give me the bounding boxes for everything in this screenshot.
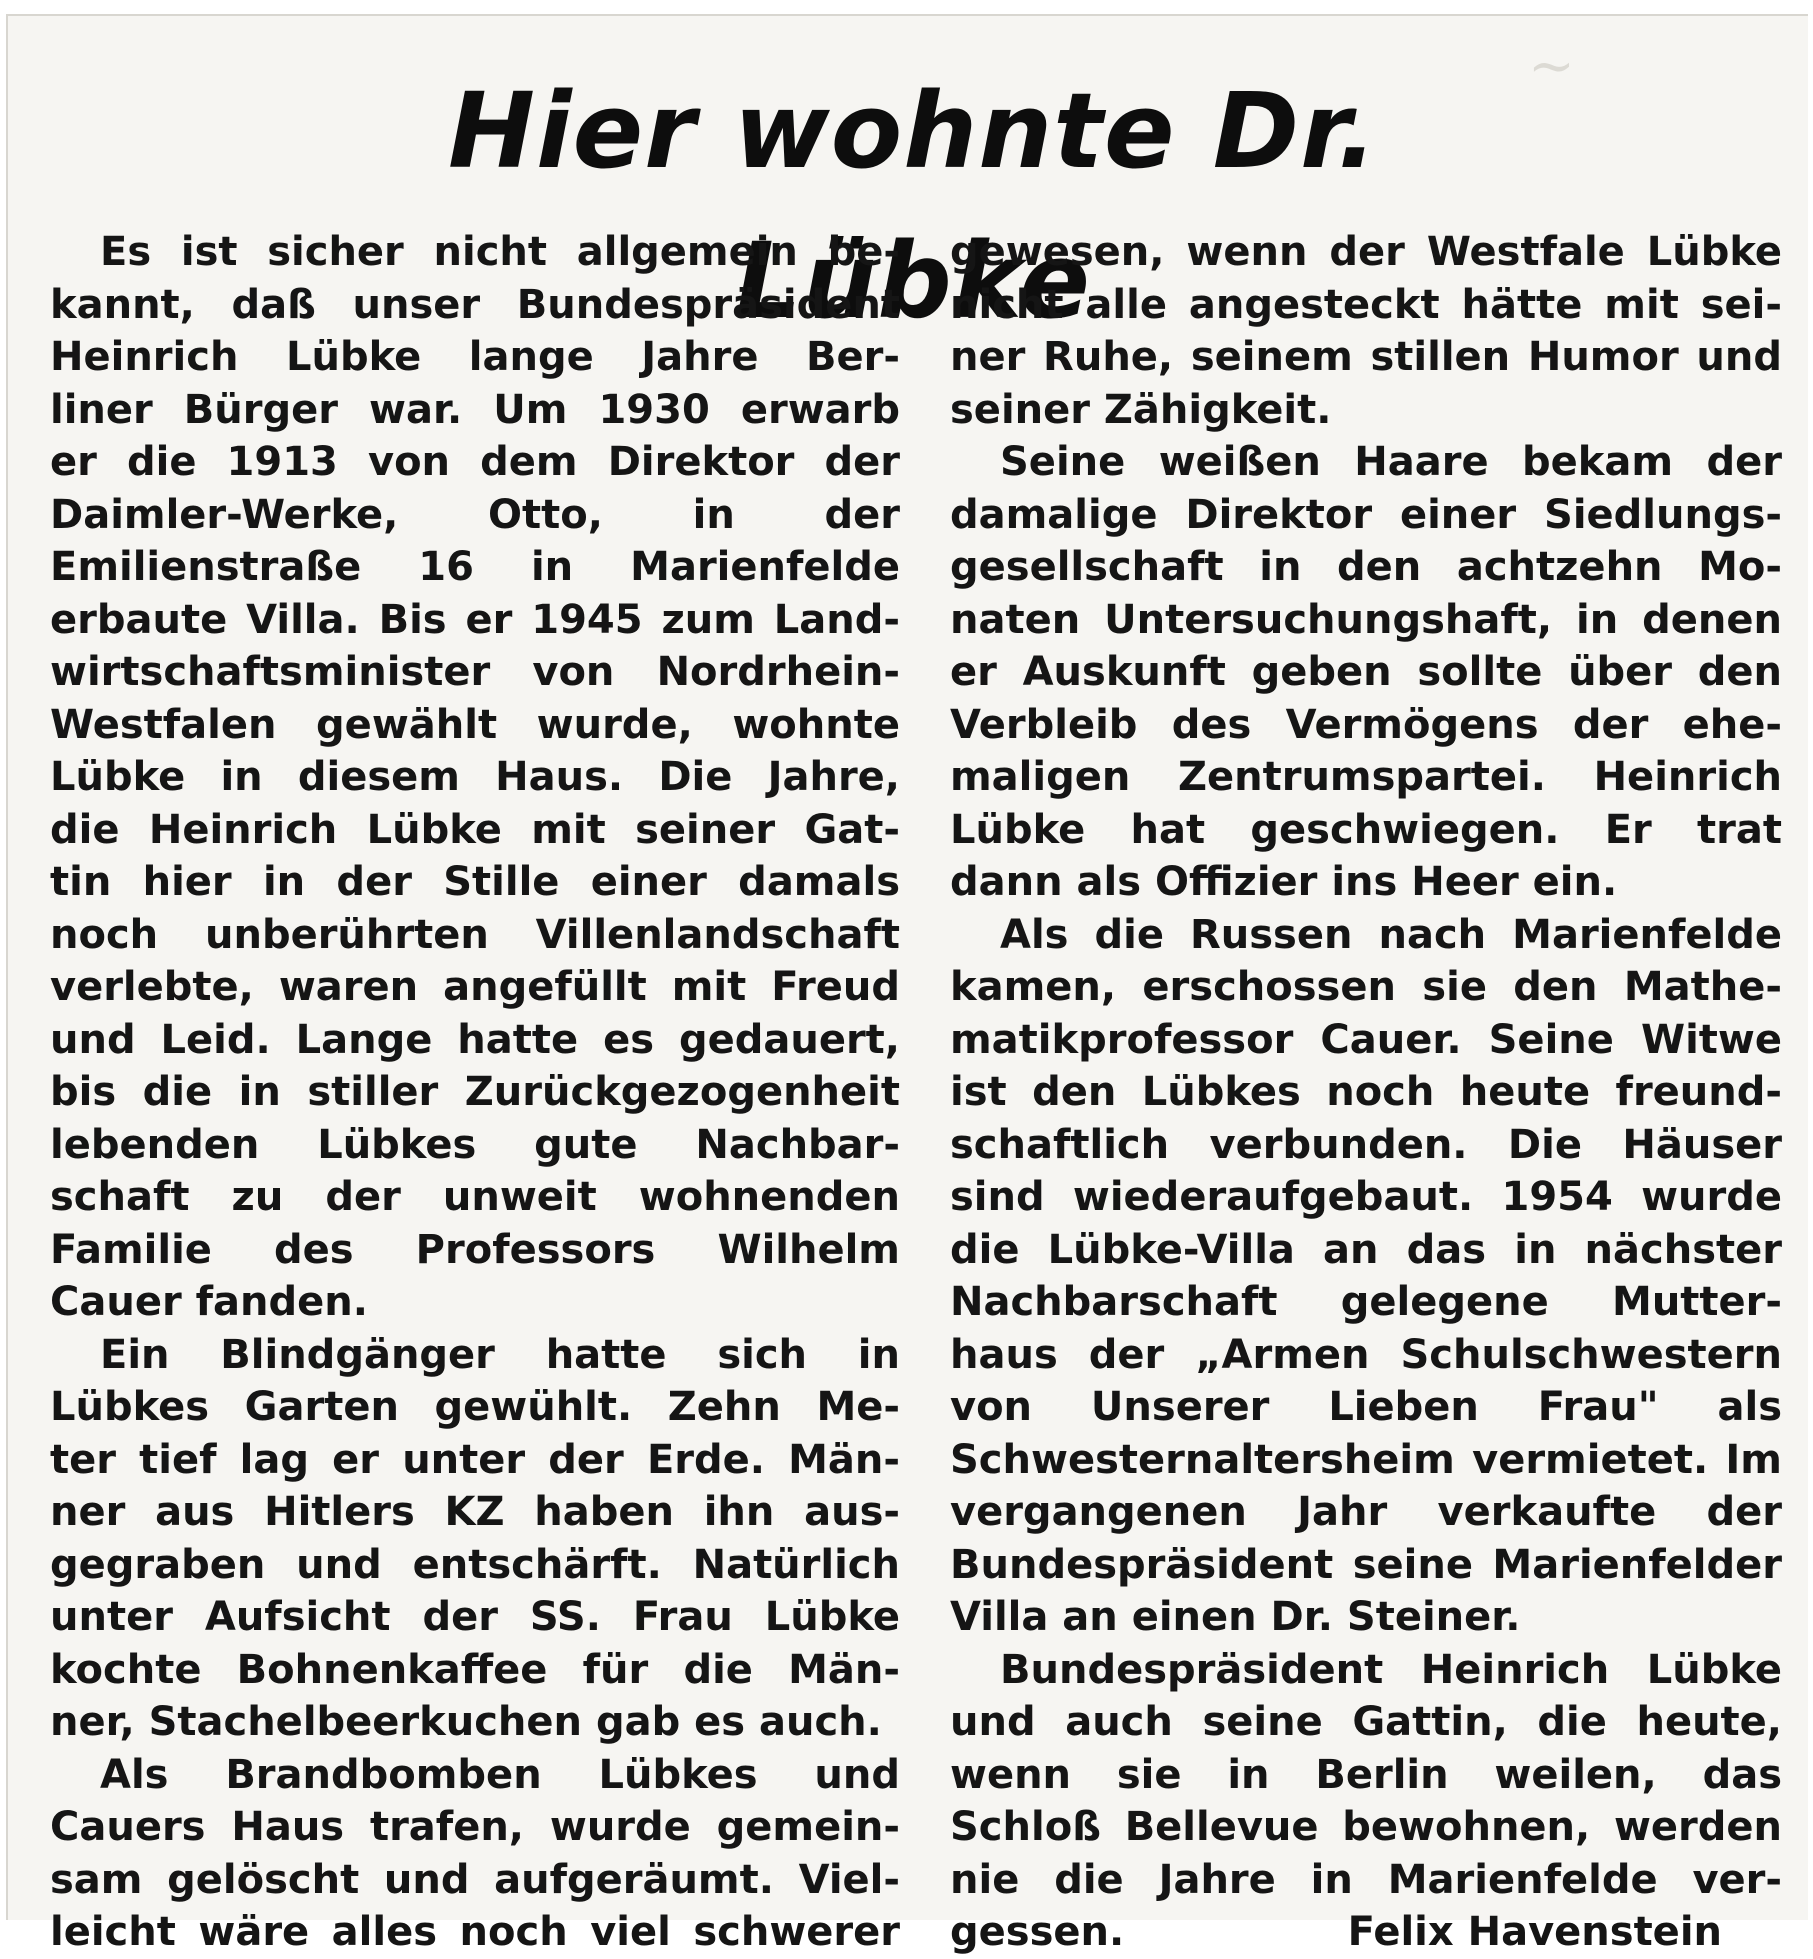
text-line: verlebte, waren angefüllt mit Freud	[50, 964, 900, 1010]
text-line: gegraben und entschärft. Natürlich	[50, 1541, 900, 1588]
left-column	[50, 226, 900, 1959]
text-line: Familie des Professors Wilhelm	[50, 1226, 900, 1273]
text-line: schaftlich verbunden. Die Häuser	[950, 1121, 1782, 1168]
text-line: Ein Blindgänger hatte sich in	[100, 1331, 900, 1378]
text-line: Lübke hat geschwiegen. Er trat	[950, 806, 1782, 853]
text-line: gewesen, wenn der Westfale Lübke	[950, 229, 1782, 275]
text-line: Schwesternaltersheim vermietet. Im	[950, 1436, 1782, 1483]
headline: Hier wohnte Dr. Lübke	[447, 70, 1379, 342]
text-line: Cauer fanden.	[50, 1279, 368, 1325]
text-line: Villa an einen Dr. Steiner.	[950, 1594, 1521, 1640]
text-line: Daimler-Werke, Otto, in der	[50, 491, 900, 538]
text-line: und Leid. Lange hatte es gedauert,	[50, 1016, 900, 1063]
text-line: ist den Lübkes noch heute freund-	[950, 1069, 1782, 1115]
faint-pencil-mark: ~	[1528, 34, 1575, 99]
text-line: Als die Russen nach Marienfelde	[1000, 911, 1782, 958]
text-line: kannt, daß unser Bundespräsident	[50, 281, 900, 328]
text-line: maligen Zentrumspartei. Heinrich	[950, 754, 1782, 800]
text-line: wenn sie in Berlin weilen, das	[950, 1751, 1782, 1798]
text-line: noch unberührten Villenlandschaft	[50, 911, 900, 958]
text-line: sam gelöscht und aufgeräumt. Viel-	[50, 1856, 900, 1903]
text-line: dann als Offizier ins Heer ein.	[950, 859, 1618, 905]
text-line: nicht alle angesteckt hätte mit sei-	[950, 281, 1782, 328]
text-line: er die 1913 von dem Direktor der	[50, 439, 900, 485]
text-line: damalige Direktor einer Siedlungs-	[950, 491, 1782, 538]
text-line: die Heinrich Lübke mit seiner Gat-	[50, 806, 900, 853]
text-line: gesellschaft in den achtzehn Mo-	[950, 544, 1782, 590]
text-line: die Lübke-Villa an das in nächster	[950, 1226, 1782, 1273]
text-line: naten Untersuchungshaft, in denen	[950, 596, 1782, 643]
text-line: ter tief lag er unter der Erde. Män-	[50, 1436, 900, 1483]
closing-word: gessen.	[950, 1909, 1125, 1955]
signoff-row	[950, 1906, 1782, 1959]
author-byline: Felix Havenstein	[1347, 1909, 1722, 1955]
text-line: Emilienstraße 16 in Marienfelde	[50, 544, 900, 590]
text-line: bis die in stiller Zurückgezogenheit	[50, 1069, 900, 1115]
text-line: schaft zu der unweit wohnenden	[50, 1174, 900, 1220]
text-line: ner Ruhe, seinem stillen Humor und	[950, 334, 1782, 380]
text-line: er Auskunft geben sollte über den	[950, 649, 1782, 695]
text-line: Heinrich Lübke lange Jahre Ber-	[50, 334, 900, 380]
text-line: wirtschaftsminister von Nordrhein-	[50, 649, 900, 695]
text-line: nie die Jahre in Marienfelde ver-	[950, 1856, 1782, 1903]
text-line: seiner Zähigkeit.	[950, 386, 1332, 433]
text-line: haus der „Armen Schulschwestern	[950, 1331, 1782, 1378]
text-line: kamen, erschossen sie den Mathe-	[950, 964, 1782, 1010]
text-line: leicht wäre alles noch viel schwerer	[50, 1909, 900, 1955]
text-line: tin hier in der Stille einer damals	[50, 859, 900, 905]
newspaper-clipping	[6, 14, 1808, 1955]
text-line: erbaute Villa. Bis er 1945 zum Land-	[50, 596, 900, 643]
text-line: Bundespräsident Heinrich Lübke	[1000, 1646, 1782, 1693]
text-line: Als Brandbomben Lübkes und	[100, 1751, 900, 1798]
text-line: von Unserer Lieben Frau" als	[950, 1384, 1782, 1430]
text-line: Verbleib des Vermögens der ehe-	[950, 701, 1782, 748]
text-line: Lübke in diesem Haus. Die Jahre,	[50, 754, 900, 800]
text-line: Lübkes Garten gewühlt. Zehn Me-	[50, 1384, 900, 1430]
text-line: Schloß Bellevue bewohnen, werden	[950, 1804, 1782, 1850]
text-line: unter Aufsicht der SS. Frau Lübke	[50, 1594, 900, 1640]
text-line: ner aus Hitlers KZ haben ihn aus-	[50, 1489, 900, 1535]
text-line: kochte Bohnenkaffee für die Män-	[50, 1646, 900, 1693]
text-line: ner, Stachelbeerkuchen gab es auch.	[50, 1699, 882, 1745]
text-line: lebenden Lübkes gute Nachbar-	[50, 1121, 900, 1168]
text-line: Nachbarschaft gelegene Mutter-	[950, 1279, 1782, 1325]
text-line: Seine weißen Haare bekam der	[1000, 439, 1782, 485]
text-line: matikprofessor Cauer. Seine Witwe	[950, 1016, 1782, 1063]
right-column	[950, 226, 1782, 1959]
text-line: Cauers Haus trafen, wurde gemein-	[50, 1804, 900, 1850]
text-line: liner Bürger war. Um 1930 erwarb	[50, 386, 900, 433]
text-line: vergangenen Jahr verkaufte der	[950, 1489, 1782, 1535]
text-line: Westfalen gewählt wurde, wohnte	[50, 701, 900, 748]
text-line: Es ist sicher nicht allgemein be-	[100, 229, 900, 275]
text-line: und auch seine Gattin, die heute,	[950, 1699, 1782, 1745]
text-line: sind wiederaufgebaut. 1954 wurde	[950, 1174, 1782, 1220]
text-line: Bundespräsident seine Marienfelder	[950, 1541, 1782, 1588]
